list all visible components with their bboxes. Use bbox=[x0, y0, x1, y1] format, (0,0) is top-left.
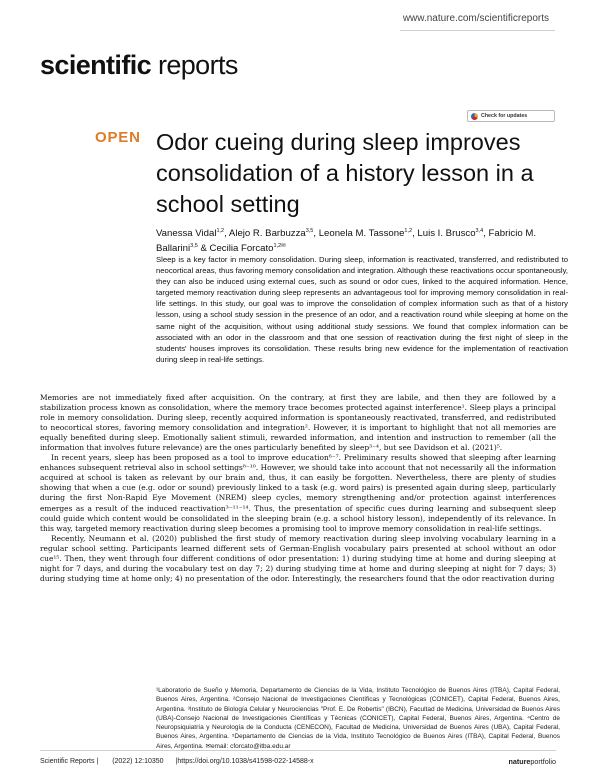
author-affiliation-marker: 3,5 bbox=[190, 243, 198, 250]
author-affiliation-marker: 1,2 bbox=[404, 228, 413, 234]
footer-citation: (2022) 12:10350 bbox=[112, 758, 164, 765]
header-rule bbox=[400, 30, 555, 31]
journal-logo bbox=[40, 50, 238, 81]
author-name[interactable]: Luis I. Brusco bbox=[417, 228, 476, 240]
article-title: Odor cueing during sleep improves consolidation of a history lesson in a school setting bbox=[156, 129, 534, 217]
author-affiliation-marker: 3,4 bbox=[475, 228, 484, 234]
publisher-logo-bold: nature bbox=[508, 757, 531, 766]
author-name[interactable]: Alejo R. Barbuzza bbox=[228, 228, 306, 240]
check-updates-icon bbox=[471, 113, 478, 120]
footer-separator: | bbox=[94, 758, 101, 765]
author-name[interactable]: Fabricio M. Ballarini bbox=[156, 228, 536, 255]
author-affiliation-marker: 1,2 bbox=[216, 228, 225, 234]
abstract: Sleep is a key factor in memory consolidation. During sleep, information is reactivated, transferred, and redistributed to neocortical areas, thus favoring memory consolidation and integration. Although these reactivations occur spontaneously, they can also be induced using external cues, such as sound or odor cues, linked to the acquired information. Hence, targeted memory reactivation during sleep represents an advantageous tool for improving memory consolidation in real-life settings. In this study, our goal was to improve the consolidation of complex information such as that of a history lesson, using a school study session in the presence of an odor, and a reactivation round while sleeping at home on the same night of the acquisition, without using additional study sessions. We found that complex information can be associated with an odor in the classroom and that one session of reactivation during the first night of sleep in the students' houses improves its consolidation. These results bring new evidence for the implementation of reactivation during sleep in real-life settings. bbox=[156, 255, 568, 364]
journal-url[interactable]: www.nature.com/scientificreports bbox=[402, 13, 549, 24]
author-affiliation-marker: 3,5 bbox=[305, 228, 314, 234]
footer-doi[interactable]: https://doi.org/10.1038/s41598-022-14588-x bbox=[177, 758, 314, 765]
body-paragraph: Recently, Neumann et al. (2020) published the first study of memory reactivation during sleep involving vocabulary learning in a regular school setting. Participants learned different sets of German-English vocabulary pairs presented at school without an odor cue¹⁵. Then, they went through four different conditions of odor presentation: 1) during studying time at home and during sleeping at night for 7 days, and during the vocabulary test on day 7; 2) during studying time at home and during sleeping at night for 7 days; 3) during studying time at home only; 4) no presentation of the odor. Interestingly, the researchers found that the odor reactivation during bbox=[40, 533, 556, 583]
publisher-logo bbox=[508, 757, 556, 766]
footer-separator: | bbox=[175, 758, 178, 765]
author-list: Vanessa Vidal$^{1,2}$, Alejo R. Barbuzza$^{3,5}$, Leonela M. Tassone$^{1,2}$, Luis I. Brusco$^{3,4}$, Fabricio M. Ballarini$^{3,5}$ & Cecilia Forcato$^{1,2✉}$ bbox=[156, 228, 536, 255]
publisher-logo-light: portfolio bbox=[530, 757, 556, 766]
journal-logo-bold: scientific bbox=[40, 50, 152, 80]
author-name[interactable]: Cecilia Forcato bbox=[209, 243, 274, 255]
author-affiliation-marker: 1,2✉ bbox=[273, 243, 286, 250]
author-name[interactable]: Leonela M. Tassone bbox=[318, 228, 405, 240]
affiliations: ¹Laboratorio de Sueño y Memoria, Departamento de Ciencias de la Vida, Instituto Tecnológico de Buenos Aires (ITBA), Capital Federal, Buenos Aires, Argentina. ²Consejo Nacional de Investigaciones Científicas y Tecnológicas (CONICET), Capital Federal, Buenos Aires, Argentina. ³Instituto de Biología Celular y Neurociencias "Prof. E. De Robertis" (IBCN), Facultad de Medicina, Universidad de Buenos Aires (UBA)-Consejo Nacional de Investigaciones Científicas y Técnicas (CONICET), Capital Federal, Buenos Aires, Argentina. ⁴Centro de Neuropsiquiatría y Neurología de la Conducta (CENECON), Facultad de Medicina, Universidad de Buenos Aires (UBA), Capital Federal, Buenos Aires, Argentina. ⁵Departamento de Ciencias de la Vida, Instituto Tecnológico de Buenos Aires (ITBA), Capital Federal, Buenos Aires, Argentina. ✉email: cforcato@itba.edu.ar bbox=[156, 687, 560, 750]
footer-rule bbox=[40, 750, 556, 751]
page-footer bbox=[40, 757, 556, 766]
check-updates-button[interactable] bbox=[467, 110, 555, 122]
body-text bbox=[40, 393, 556, 584]
author-name[interactable]: Vanessa Vidal bbox=[156, 228, 217, 240]
body-paragraph: Memories are not immediately fixed after acquisition. On the contrary, at first they are labile, and then they are followed by a stabilization process known as consolidation, where the memory trace becomes protected against interference¹. Sleep plays a principal role in memory consolidation. During sleep, recently acquired information is spontaneously reactivated, transferred, and redistributed to neocortical stores, favoring memory consolidation and integration². However, it is important to highlight that not all memories are equally benefited during sleep. Emotionally salient stimuli, rewarded information, and intention and instruction to remember (all the information that involves future relevance) are the ones particularly benefited by sleep³⁻⁴, but see Davidson et al. (2021)⁵. bbox=[40, 393, 556, 453]
body-paragraph: In recent years, sleep has been proposed as a tool to improve education⁶⁻⁷. Preliminary results showed that sleeping after learning enhances subsequent retrieval also in school settings⁸⁻¹⁰. However, we should take into account that not necessarily all the information acquired at school is taken as relevant by our brain and, thus, it can easily be forgotten. Nevertheless, there are plenty of studies showing that when a cue (e.g. odor or sound) previously linked to a task (e.g. word pairs) is presented again during sleep, particularly during the first Non-Rapid Eye Movement (NREM) sleep cycles, memory strengthening and/or protection against interferences emerges as a result of the induced reactivation³⁻¹¹⁻¹⁴. Thus, the presentation of specific cues during learning and subsequent sleep could guide which content would be consolidated in the sleeping brain (e.g. a school history lesson), independently of its relevance. In this way, targeted memory reactivation during sleep becomes a promising tool to improve memory consolidation in real-life settings. bbox=[40, 453, 556, 533]
check-updates-label: Check for updates bbox=[481, 113, 528, 119]
footer-journal: Scientific Reports bbox=[40, 758, 95, 765]
open-access-badge: OPEN bbox=[95, 129, 141, 146]
journal-logo-light: reports bbox=[157, 50, 238, 80]
